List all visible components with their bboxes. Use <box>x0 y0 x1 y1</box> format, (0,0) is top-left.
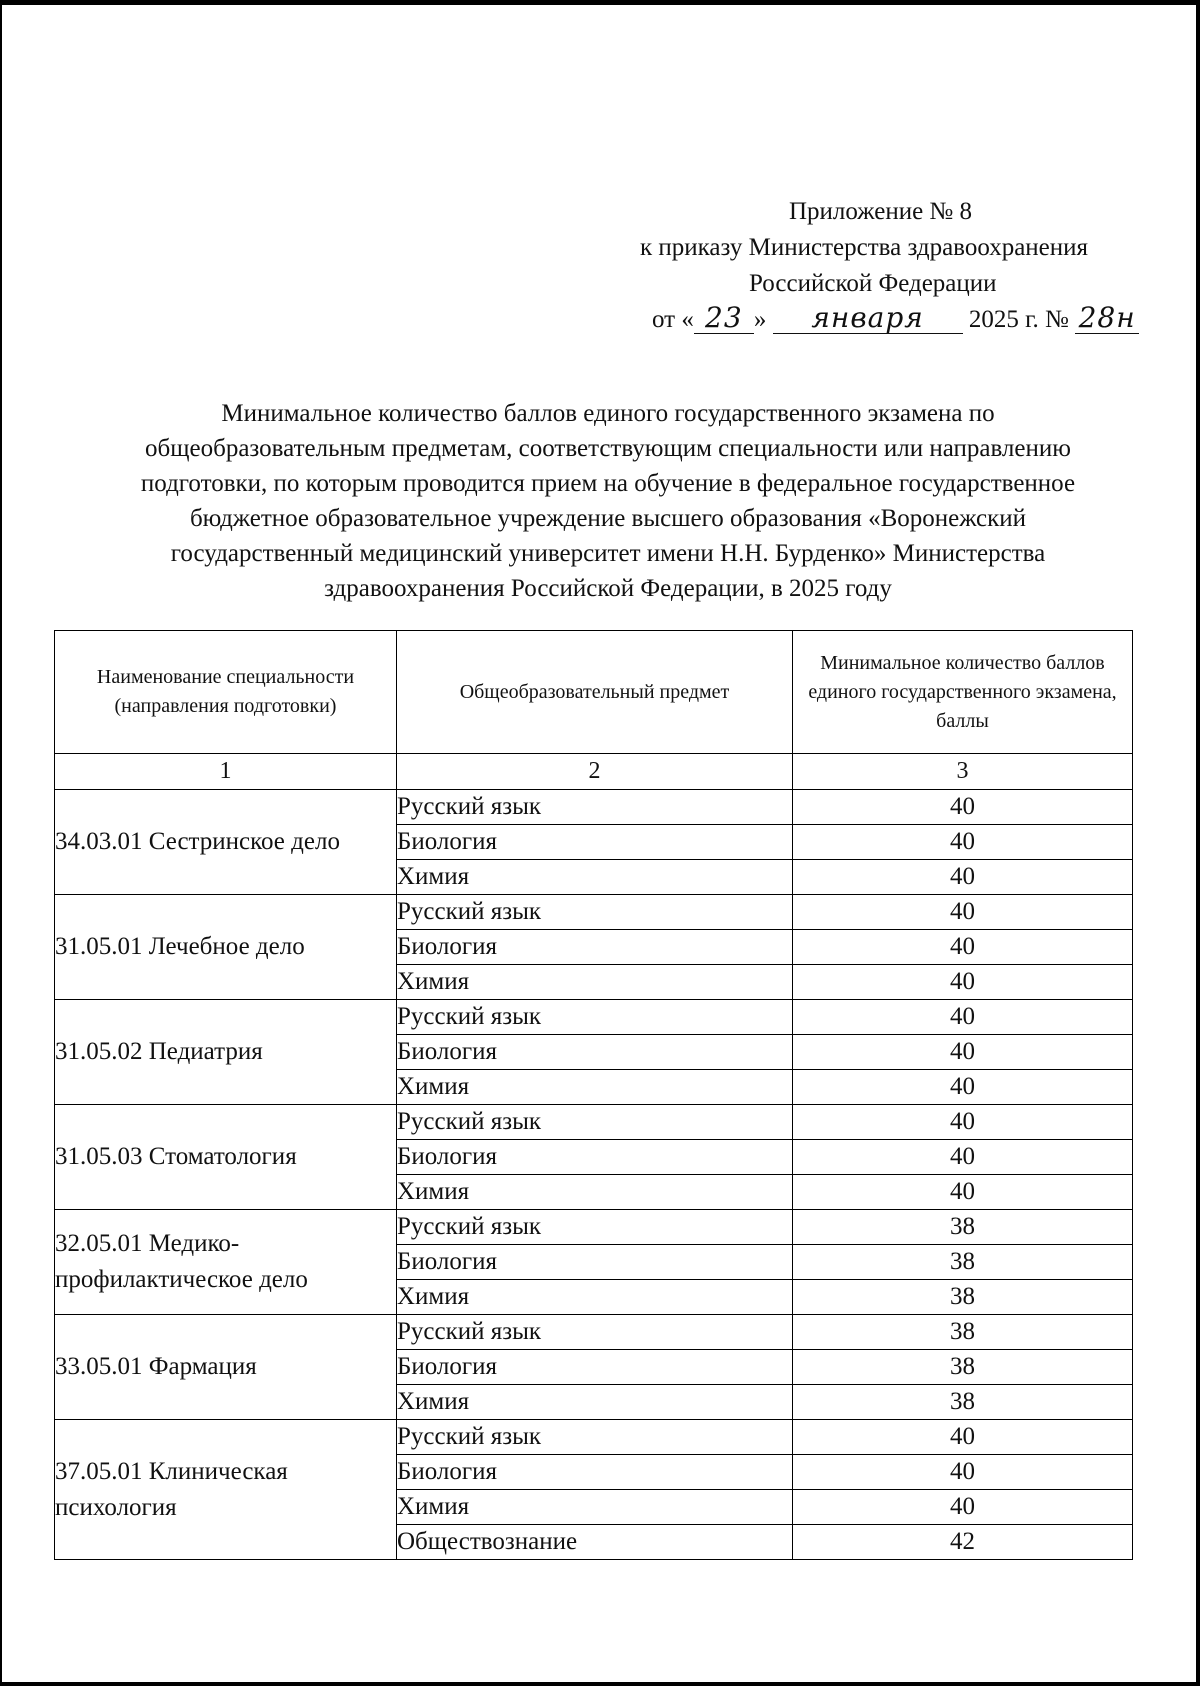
subject-cell: Химия <box>397 1490 793 1525</box>
date-day: 23 <box>694 303 754 334</box>
subject-cell: Химия <box>397 1385 793 1420</box>
specialty-cell: 34.03.01 Сестринское дело <box>55 790 397 895</box>
score-cell: 40 <box>793 790 1133 825</box>
subject-cell: Химия <box>397 965 793 1000</box>
score-cell: 40 <box>793 965 1133 1000</box>
heading-line: подготовки, по которым проводится прием на обучение в федеральное государственное <box>140 470 1076 497</box>
heading-line: Минимальное количество баллов единого государственного экзамена по <box>221 400 995 427</box>
subject-cell: Русский язык <box>397 895 793 930</box>
document-heading <box>58 396 1158 606</box>
specialty-cell: 31.05.03 Стоматология <box>55 1105 397 1210</box>
score-cell: 40 <box>793 1140 1133 1175</box>
score-cell: 40 <box>793 1070 1133 1105</box>
appendix-country-line: Российской Федерации <box>749 270 997 297</box>
column-number: 1 <box>55 754 397 790</box>
table-row <box>55 1315 1133 1350</box>
table-row <box>55 895 1133 930</box>
header-min-score: Минимальное количество баллов единого государственного экзамена, баллы <box>793 631 1133 754</box>
score-cell: 38 <box>793 1350 1133 1385</box>
specialty-cell: 31.05.01 Лечебное дело <box>55 895 397 1000</box>
subject-cell: Русский язык <box>397 1315 793 1350</box>
specialty-cell: 33.05.01 Фармация <box>55 1315 397 1420</box>
subject-cell: Биология <box>397 1455 793 1490</box>
score-cell: 38 <box>793 1385 1133 1420</box>
subject-cell: Русский язык <box>397 1210 793 1245</box>
score-cell: 40 <box>793 1455 1133 1490</box>
table-row <box>55 1210 1133 1245</box>
appendix-title: Приложение № 8 <box>789 198 973 225</box>
score-cell: 40 <box>793 1000 1133 1035</box>
score-cell: 38 <box>793 1315 1133 1350</box>
subject-cell: Обществознание <box>397 1525 793 1560</box>
table-row <box>55 790 1133 825</box>
subject-cell: Русский язык <box>397 790 793 825</box>
specialty-cell: 37.05.01 Клиническая психология <box>55 1420 397 1560</box>
heading-line: здравоохранения Российской Федерации, в 2025 году <box>324 575 892 602</box>
date-mid: » <box>753 306 767 333</box>
date-prefix: от « <box>652 306 694 333</box>
score-cell: 40 <box>793 895 1133 930</box>
heading-line: общеобразовательным предметам, соответствующим специальности или направлению <box>145 435 1071 462</box>
table-row <box>55 1105 1133 1140</box>
date-month: января <box>773 303 963 334</box>
heading-line: государственный медицинский университет имени Н.Н. Бурденко» Министерства <box>170 540 1046 567</box>
score-cell: 40 <box>793 860 1133 895</box>
score-cell: 40 <box>793 1035 1133 1070</box>
table-row <box>55 1420 1133 1455</box>
subject-cell: Биология <box>397 930 793 965</box>
score-cell: 40 <box>793 1420 1133 1455</box>
table-row <box>55 1000 1133 1035</box>
subject-cell: Химия <box>397 1175 793 1210</box>
score-cell: 40 <box>793 1105 1133 1140</box>
scan-border-top <box>0 0 1200 5</box>
appendix-date-line <box>600 302 1160 338</box>
heading-line: бюджетное образовательное учреждение высшего образования «Воронежский <box>189 505 1027 532</box>
score-cell: 38 <box>793 1210 1133 1245</box>
scan-border-left <box>0 0 2 1686</box>
subject-cell: Биология <box>397 825 793 860</box>
subject-cell: Русский язык <box>397 1000 793 1035</box>
subject-cell: Русский язык <box>397 1105 793 1140</box>
subject-cell: Химия <box>397 1280 793 1315</box>
subject-cell: Биология <box>397 1140 793 1175</box>
specialty-cell: 32.05.01 Медико-профилактическое дело <box>55 1210 397 1315</box>
score-cell: 38 <box>793 1245 1133 1280</box>
score-cell: 40 <box>793 1175 1133 1210</box>
order-number: 28н <box>1075 303 1139 334</box>
subject-cell: Русский язык <box>397 1420 793 1455</box>
subject-cell: Биология <box>397 1245 793 1280</box>
scores-table <box>54 630 1133 1560</box>
subject-cell: Химия <box>397 860 793 895</box>
subject-cell: Биология <box>397 1350 793 1385</box>
subject-cell: Химия <box>397 1070 793 1105</box>
header-subject: Общеобразовательный предмет <box>397 631 793 754</box>
column-number: 2 <box>397 754 793 790</box>
subject-cell: Биология <box>397 1035 793 1070</box>
column-number: 3 <box>793 754 1133 790</box>
appendix-block <box>600 194 1160 338</box>
column-number-row <box>55 754 1133 790</box>
date-year: 2025 г. № <box>968 306 1069 333</box>
score-cell: 38 <box>793 1280 1133 1315</box>
specialty-cell: 31.05.02 Педиатрия <box>55 1000 397 1105</box>
score-cell: 40 <box>793 930 1133 965</box>
scan-border-bottom <box>0 1682 1200 1686</box>
score-cell: 40 <box>793 825 1133 860</box>
header-specialty: Наименование специальности (направления подготовки) <box>55 631 397 754</box>
appendix-order-line: к приказу Министерства здравоохранения <box>640 234 1089 261</box>
score-cell: 42 <box>793 1525 1133 1560</box>
score-cell: 40 <box>793 1490 1133 1525</box>
table-header-row <box>55 631 1133 754</box>
scan-border-right <box>1196 0 1200 1686</box>
